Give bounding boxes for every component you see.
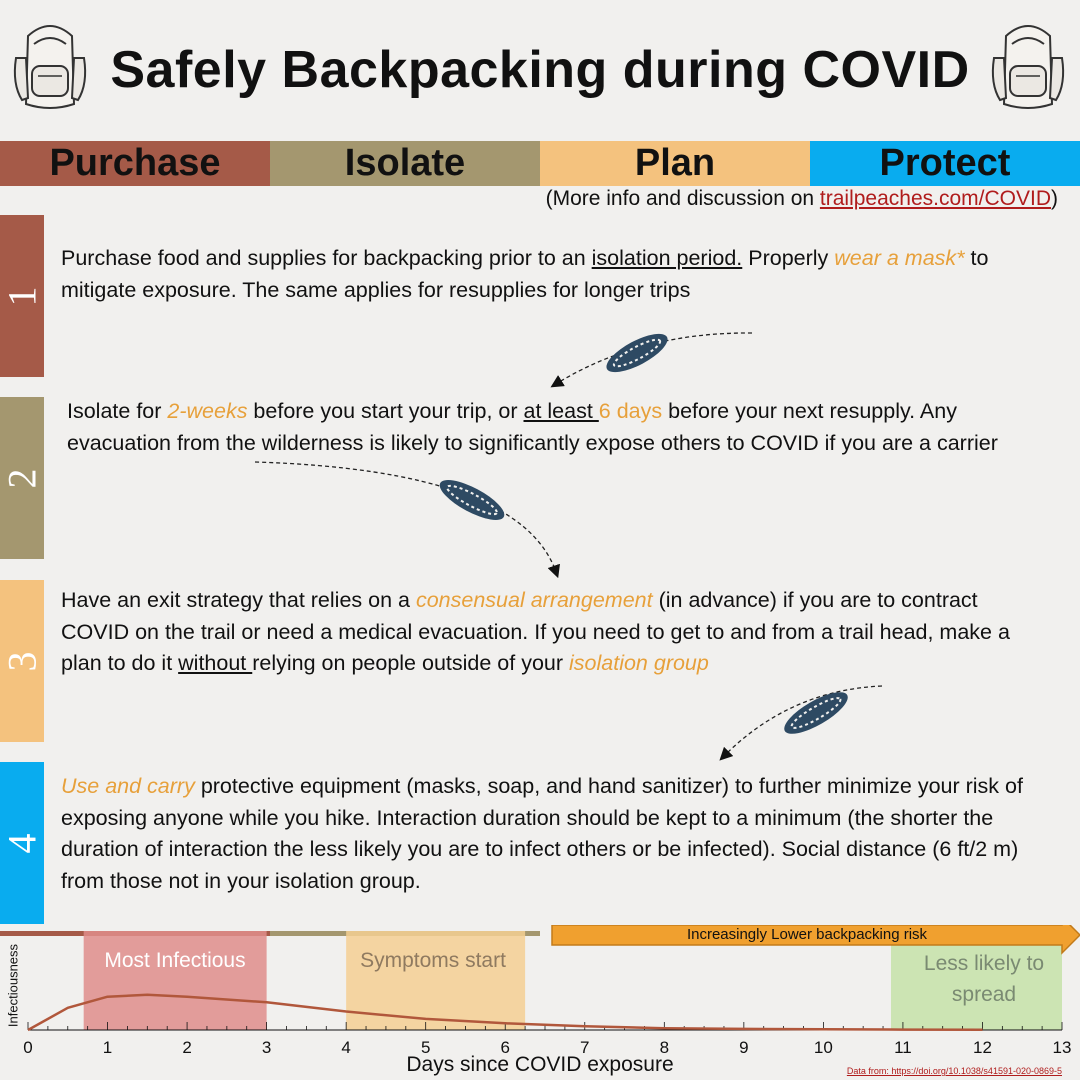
tab-plan: Plan: [540, 141, 810, 186]
x-tick-label: 3: [261, 1038, 272, 1057]
footprint-icon: [601, 326, 672, 379]
x-tick-label: 9: [739, 1038, 749, 1057]
backpack-icon: [8, 14, 92, 114]
step-4-bar: [0, 762, 44, 924]
x-tick-label: 10: [813, 1038, 833, 1057]
step-number: 1: [0, 286, 45, 306]
data-source-link[interactable]: Data from: https://doi.org/10.1038/s41591-020-0869-5: [846, 1066, 1062, 1076]
zone-label-most-infectious: Most Infectious: [104, 949, 246, 972]
step-3-text: Have an exit strategy that relies on a consensual arrangement (in advance) if you are to contract COVID on the trail or need a medical evacuation. If you need to get to and from a trail head, make a plan to do it without relying on people outside of your isolation group: [61, 588, 1010, 675]
step-1-text: Purchase food and supplies for backpacking prior to an isolation period. Properly wear a mask* to mitigate exposure. The same applies for resupplies for longer trips: [61, 246, 989, 302]
trailpeaches-link[interactable]: trailpeaches.com/COVID: [819, 187, 1051, 210]
backpack-icon: [986, 14, 1070, 114]
x-tick-label: 11: [894, 1038, 912, 1057]
step-2-text: Isolate for 2-weeks before you start your trip, or at least 6 days before your next resupply. Any evacuation from the wilderness is likely to significantly expose others to COVID if you are a carrier: [67, 399, 998, 455]
step-2-bar: [0, 397, 44, 559]
x-tick-label: 12: [973, 1038, 992, 1057]
zone-label-symptoms-start: Symptoms start: [360, 949, 506, 972]
footprint-icon: [435, 473, 510, 528]
x-axis-title: Days since COVID exposure: [406, 1053, 674, 1076]
tab-protect: Protect: [810, 141, 1080, 186]
x-tick-label: 6: [500, 1038, 510, 1057]
x-tick-label: 7: [580, 1038, 590, 1057]
step-4-text: Use and carry protective equipment (masks, soap, and hand sanitizer) to further minimize your risk of exposing anyone while you hike. Interaction duration should be kept to a minimum (the shorter the duration of interaction the less likely you are to infect others or be infected). Social distance (6 ft/2 m) from those not in your isolation group.: [61, 774, 1023, 893]
footprint-icon: [779, 685, 853, 742]
x-tick-label: 0: [23, 1038, 33, 1057]
more-info-note: (More info and discussion on trailpeaches.com/COVID): [545, 187, 1058, 210]
x-tick-label: 5: [420, 1038, 431, 1057]
step-number: 3: [0, 651, 45, 671]
x-tick-label: 13: [1052, 1038, 1072, 1057]
tab-purchase: Purchase: [0, 141, 270, 186]
page-title: Safely Backpacking during COVID: [110, 41, 970, 99]
tab-isolate: Isolate: [270, 141, 540, 186]
step-number: 4: [0, 833, 45, 853]
step-1-bar: [0, 215, 44, 377]
step-3-bar: [0, 580, 44, 742]
x-tick-label: 4: [341, 1038, 351, 1057]
risk-arrow-label: Increasingly Lower backpacking risk: [686, 926, 928, 943]
x-tick-label: 1: [102, 1038, 113, 1057]
x-tick-label: 2: [182, 1038, 192, 1057]
zone-label-less-likely: Less likely to spread: [923, 952, 1045, 1006]
step-number: 2: [0, 468, 45, 488]
x-tick-label: 8: [659, 1038, 670, 1057]
y-axis-title: Infectiousness: [5, 943, 21, 1028]
category-tabs: [0, 141, 1080, 186]
